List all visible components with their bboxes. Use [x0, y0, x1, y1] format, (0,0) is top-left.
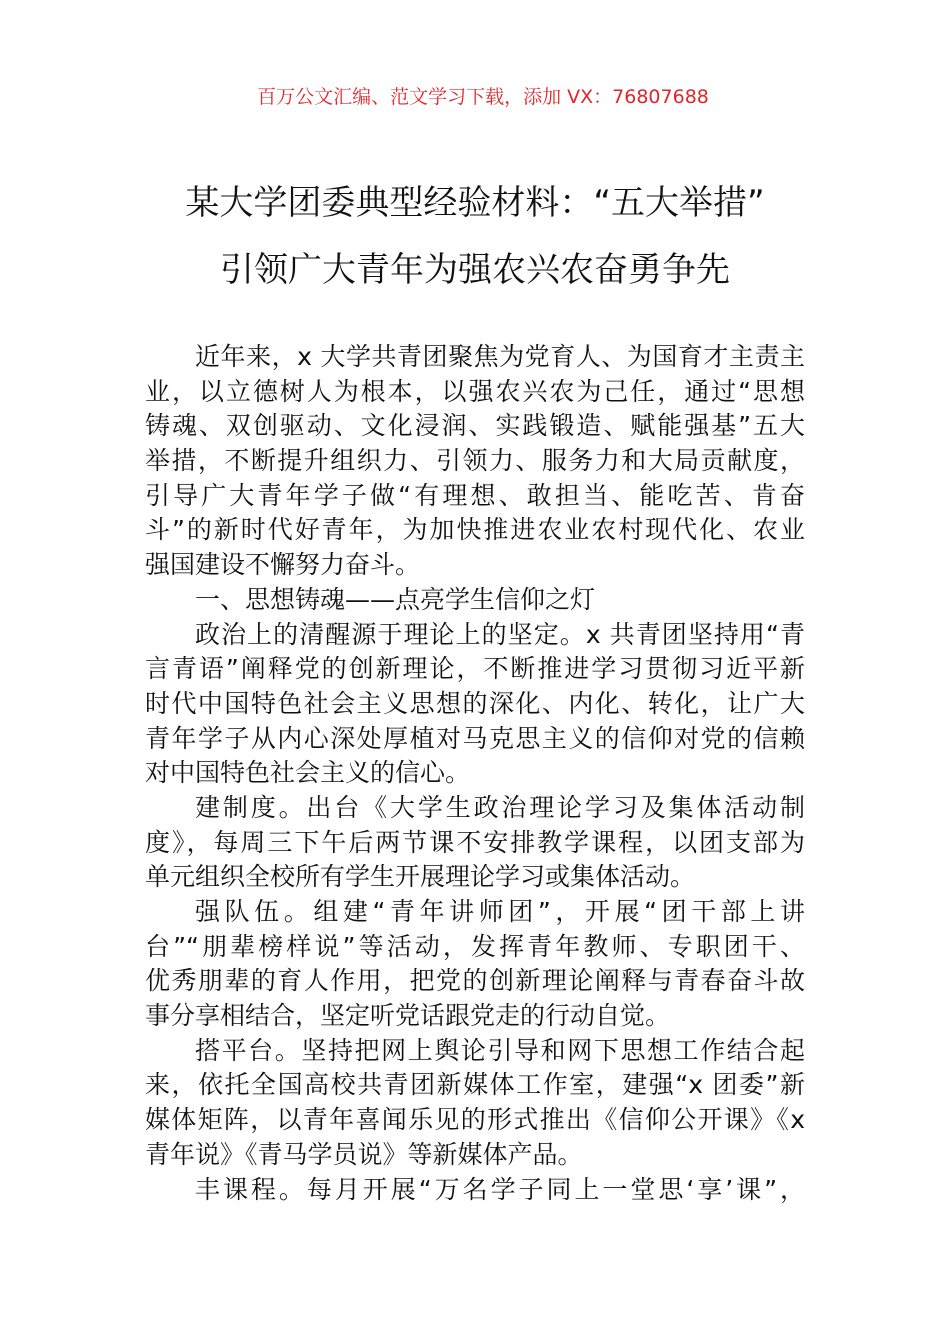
- body-text-line: 强队伍。组建“青年讲师团”，开展“团干部上讲: [195, 897, 805, 926]
- body-text-line: 媒体矩阵，以青年喜闻乐见的形式推出《信仰公开课》《x: [145, 1105, 805, 1135]
- body-text-line: 时代中国特色社会主义思想的深化、内化、转化，让广大: [145, 688, 805, 718]
- body-text-line: 搭平台。坚持把网上舆论引导和网下思想工作结合起: [195, 1035, 805, 1065]
- body-text-line: 引导广大青年学子做“有理想、敢担当、能吃苦、肯奋: [145, 480, 805, 510]
- body-text-line: 举措，不断提升组织力、引领力、服务力和大局贡献度，: [145, 446, 805, 476]
- document-body: [145, 340, 805, 1207]
- body-text-line: 丰课程。每月开展“万名学子同上一堂思‘享’课”，: [195, 1174, 805, 1204]
- body-text-line: 政治上的清醒源于理论上的坚定。x 共青团坚持用“青: [195, 619, 805, 649]
- body-text-line: 近年来，x 大学共青团聚焦为党育人、为国育才主责主: [195, 342, 805, 371]
- body-text-line: 铸魂、双创驱动、文化浸润、实践锻造、赋能强基”五大: [145, 411, 805, 441]
- body-text-line: 言青语”阐释党的创新理论，不断推进学习贯彻习近平新: [145, 654, 805, 684]
- body-text-line: 青年说》《青马学员说》等新媒体产品。: [145, 1139, 583, 1169]
- body-text-line: 建制度。出台《大学生政治理论学习及集体活动制: [195, 792, 805, 822]
- document-title-line-2: 引领广大青年为强农兴农奋勇争先: [220, 250, 730, 290]
- download-watermark-banner: 百万公文汇编、范文学习下载，添加 VX：76807688: [257, 86, 709, 108]
- body-text-line: 强国建设不懈努力奋斗。: [145, 550, 421, 580]
- body-text-line: 一、思想铸魂——点亮学生信仰之灯: [195, 584, 596, 614]
- body-text-line: 度》，每周三下午后两节课不安排教学课程，以团支部为: [145, 827, 805, 857]
- body-text-line: 对中国特色社会主义的信心。: [145, 758, 471, 788]
- body-text-line: 单元组织全校所有学生开展理论学习或集体活动。: [145, 862, 696, 892]
- document-title-line-1: 某大学团委典型经验材料：“五大举措”: [185, 183, 765, 223]
- body-text-line: 业，以立德树人为根本，以强农兴农为己任，通过“思想: [145, 376, 805, 406]
- body-text-line: 台”“朋辈榜样说”等活动，发挥青年教师、专职团干、: [145, 931, 805, 961]
- body-text-line: 优秀朋辈的育人作用，把党的创新理论阐释与青春奋斗故: [145, 966, 805, 996]
- body-text-line: 青年学子从内心深处厚植对马克思主义的信仰对党的信赖: [145, 723, 805, 753]
- body-text-line: 来，依托全国高校共青团新媒体工作室，建强“x 团委”新: [145, 1070, 805, 1100]
- body-text-line: 事分享相结合，坚定听党话跟党走的行动自觉。: [145, 1001, 671, 1031]
- body-text-line: 斗”的新时代好青年，为加快推进农业农村现代化、农业: [145, 515, 805, 545]
